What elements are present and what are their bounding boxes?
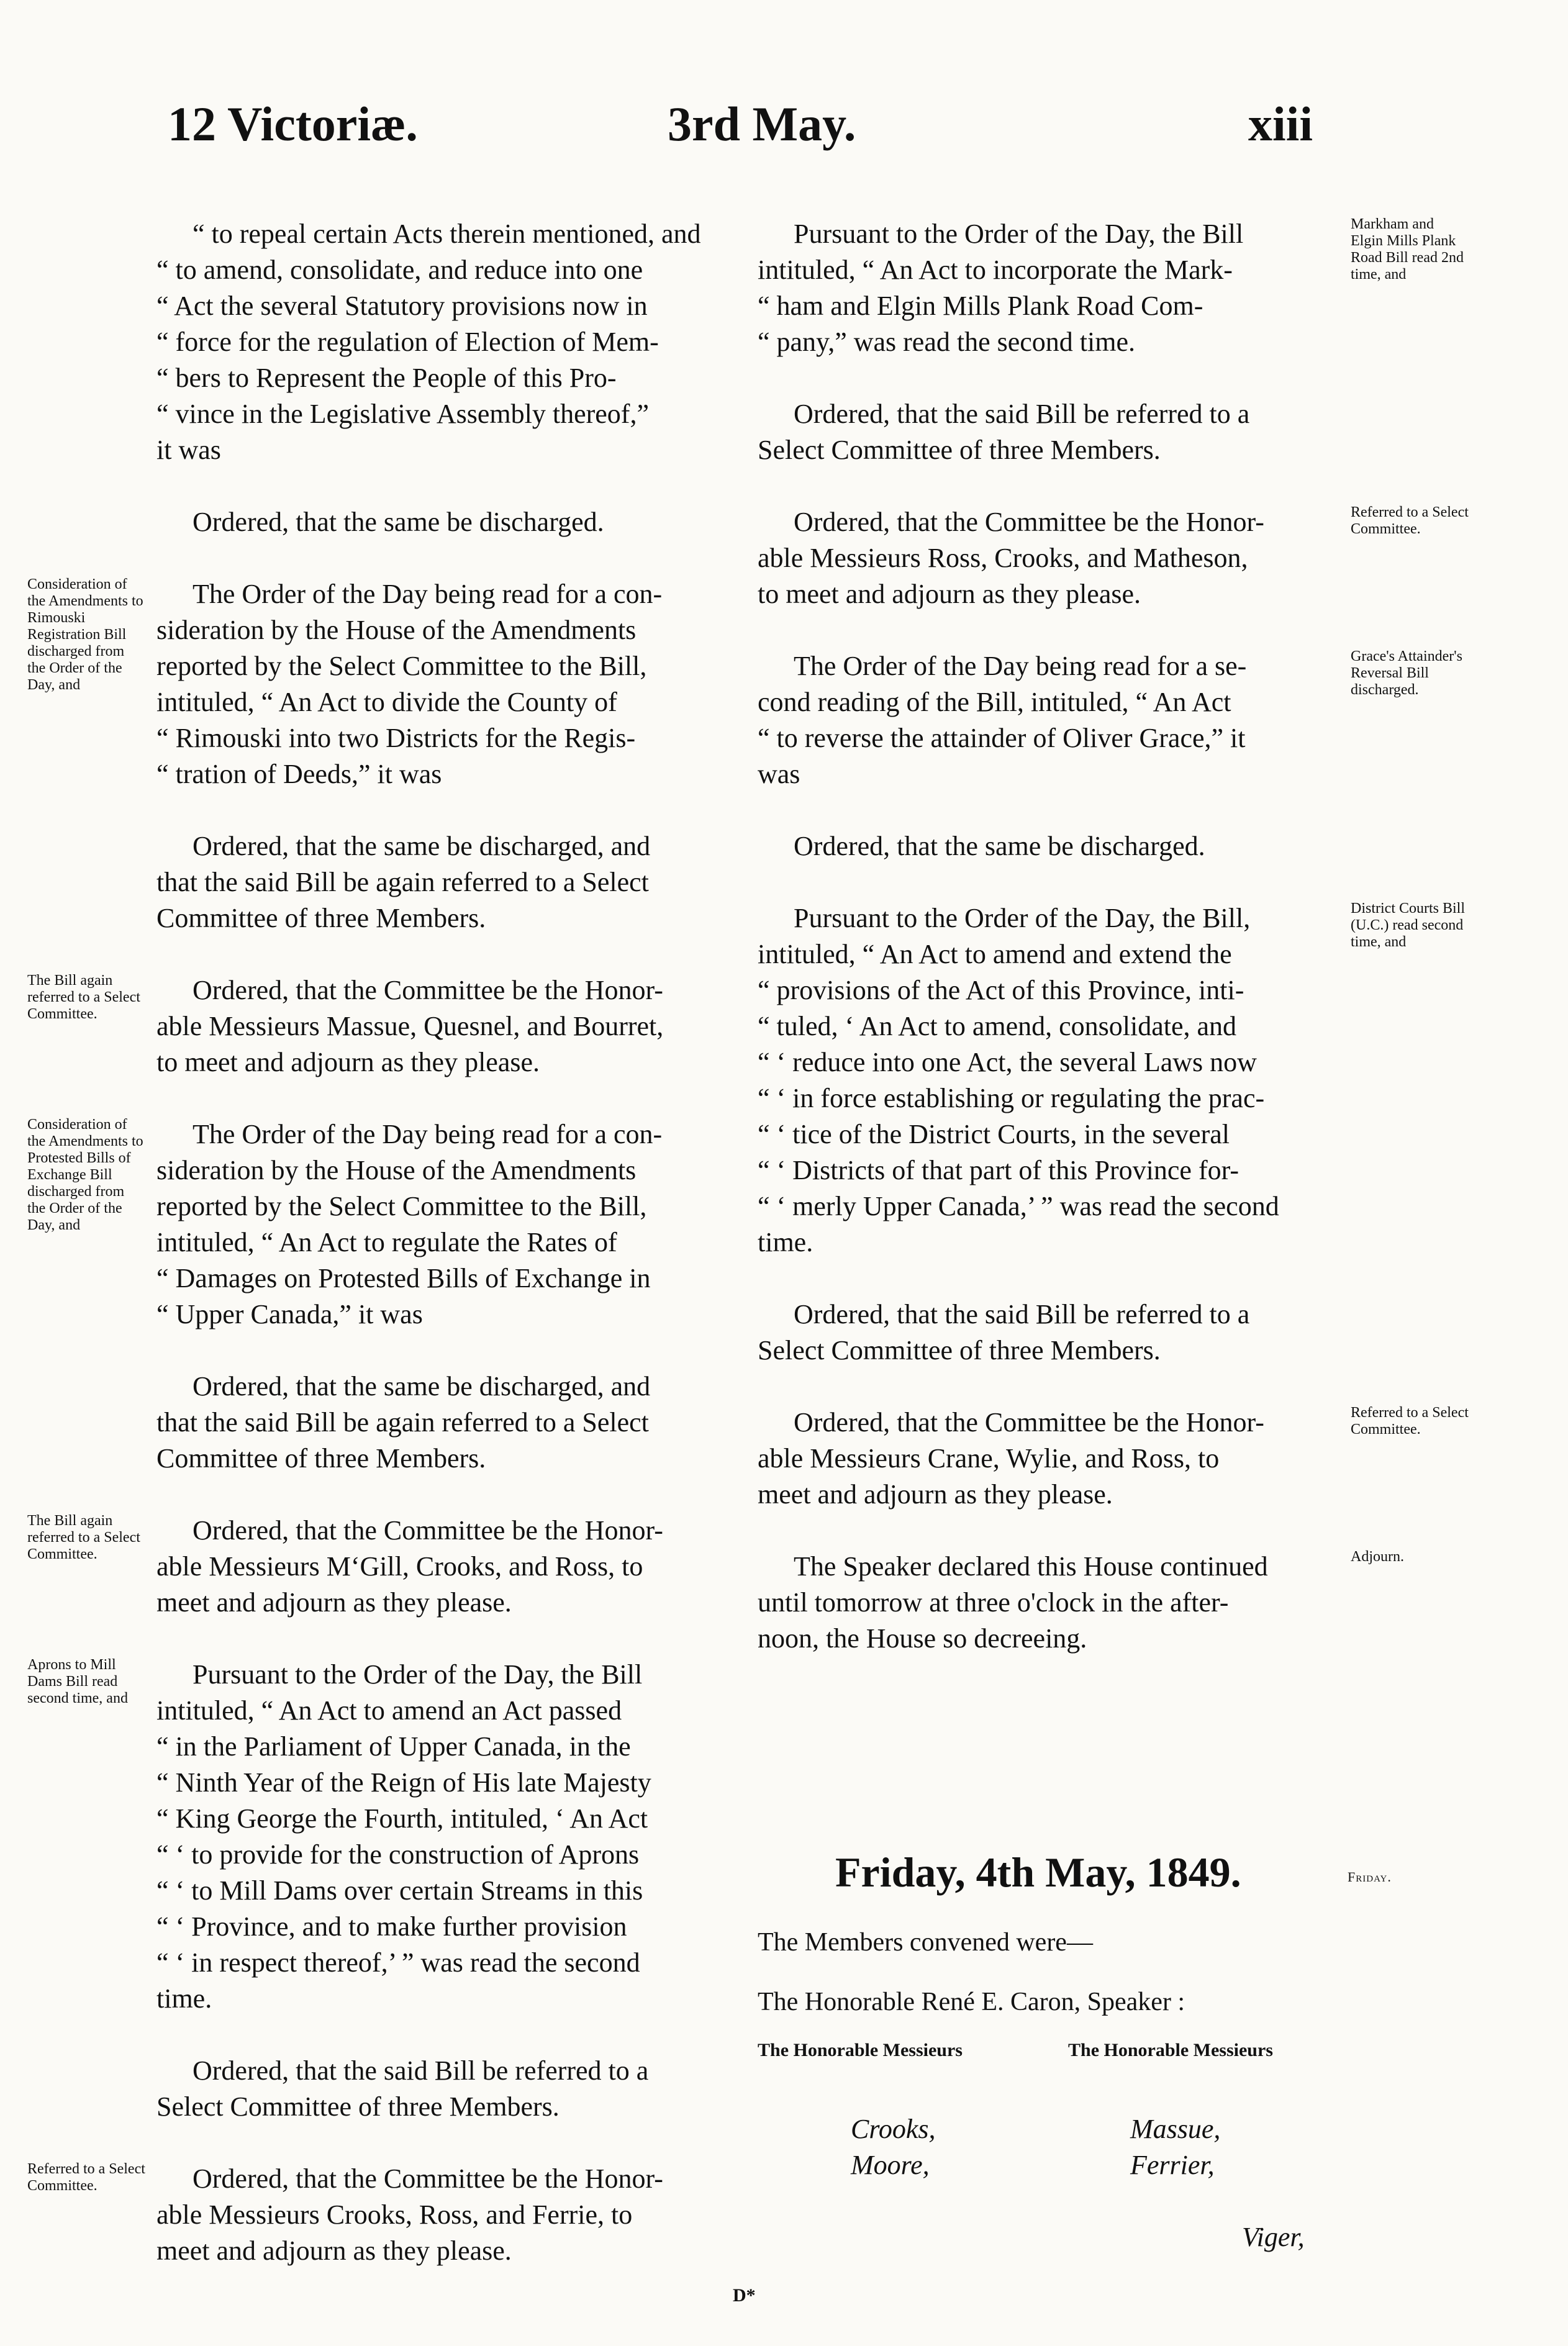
text-line: able Messieurs Massue, Quesnel, and Bourret,	[156, 1011, 664, 1041]
text-line: Ordered, that the Committee be the Honor-	[193, 1515, 663, 1546]
member-names-col2	[1130, 2111, 1305, 2255]
text-line: noon, the House so decreeing.	[758, 1623, 1087, 1654]
text-line: reported by the Select Committee to the Bill,	[156, 1191, 647, 1221]
paragraph	[758, 648, 1462, 792]
paragraph	[27, 2161, 740, 2269]
members-section	[758, 1925, 1341, 2019]
text-line: “ ‘ reduce into one Act, the several Laws now	[758, 1047, 1257, 1077]
paragraph	[27, 576, 740, 792]
text-line: Pursuant to the Order of the Day, the Bill	[794, 219, 1244, 249]
member-heading-1: The Honorable Messieurs	[758, 2040, 963, 2060]
text-line: “ Rimouski into two Districts for the Regis-	[156, 723, 636, 753]
day-margin-note: Friday.	[1348, 1869, 1392, 1885]
text-line: it was	[156, 435, 221, 465]
text-line: “ ‘ in respect thereof,’ ” was read the second	[156, 1947, 640, 1978]
paragraph	[156, 216, 740, 468]
text-line: The Order of the Day being read for a se-	[794, 651, 1247, 681]
text-line: “ ‘ tice of the District Courts, in the several	[758, 1119, 1230, 1149]
text-line: Pursuant to the Order of the Day, the Bill,	[794, 903, 1251, 933]
text-line: “ ‘ Province, and to make further provision	[156, 1911, 627, 1942]
margin-note: Grace's Attainder's Reversal Bill discharged.	[1351, 648, 1462, 698]
text-line: Ordered, that the said Bill be referred to a	[794, 399, 1250, 429]
member-names-col1	[851, 2111, 936, 2183]
text-line: “ ham and Elgin Mills Plank Road Com-	[758, 291, 1203, 321]
text-line: sideration by the House of the Amendments	[156, 615, 637, 645]
text-line: intituled, “ An Act to divide the County of	[156, 687, 617, 717]
text-line: Select Committee of three Members.	[758, 435, 1161, 465]
text-line: intituled, “ An Act to regulate the Rates of	[156, 1227, 617, 1257]
margin-note: Aprons to Mill Dams Bill read second time, and	[27, 1657, 128, 1706]
text-line: Ordered, that the same be discharged.	[794, 831, 1205, 861]
paragraph	[758, 1297, 1341, 1369]
text-line: “ bers to Represent the People of this Pro-	[156, 363, 617, 393]
header-date: 3rd May.	[668, 97, 856, 151]
text-line: meet and adjourn as they please.	[156, 2235, 512, 2266]
convened-line: The Members convened were—	[758, 1928, 1093, 1957]
paragraph	[27, 1116, 740, 1333]
speaker-line: The Honorable René E. Caron, Speaker :	[758, 1988, 1185, 2016]
text-line: was	[758, 759, 800, 789]
text-line: “ in the Parliament of Upper Canada, in the	[156, 1731, 631, 1762]
member-name: Massue,	[1130, 2114, 1221, 2144]
text-line: “ Upper Canada,” it was	[156, 1299, 423, 1329]
text-line: “ vince in the Legislative Assembly thereof,”	[156, 399, 649, 429]
paragraph	[156, 828, 740, 936]
text-line: Select Committee of three Members.	[758, 1335, 1161, 1365]
margin-note: Consideration of the Amendments to Rimouski Registration Bill discharged from the Order of the Day, and	[27, 576, 143, 693]
text-line: able Messieurs M‘Gill, Crooks, and Ross, to	[156, 1551, 643, 1582]
paragraph	[27, 1513, 740, 1621]
text-line: “ ‘ to Mill Dams over certain Streams in this	[156, 1875, 643, 1906]
paragraph	[758, 1405, 1469, 1513]
margin-note: The Bill again referred to a Select Committee.	[27, 1513, 140, 1562]
text-line: “ King George the Fourth, intituled, ‘ An Act	[156, 1803, 648, 1834]
margin-note: Adjourn.	[1351, 1549, 1404, 1565]
text-line: The Speaker declared this House continued	[794, 1551, 1268, 1582]
paragraph	[758, 216, 1464, 360]
paragraph	[156, 1369, 740, 1477]
text-line: Ordered, that the Committee be the Honor-	[794, 1407, 1264, 1438]
text-line: Ordered, that the same be discharged, and	[193, 831, 651, 861]
member-heading-2: The Honorable Messieurs	[1068, 2040, 1273, 2060]
margin-note: Referred to a Select Committee.	[27, 2161, 145, 2194]
margin-note: Consideration of the Amendments to Protested Bills of Exchange Bill discharged from the Order of the Day, and	[27, 1116, 143, 1233]
text-line: able Messieurs Crooks, Ross, and Ferrie, to	[156, 2199, 633, 2230]
text-line: that the said Bill be again referred to a Select	[156, 1407, 649, 1438]
text-line: meet and adjourn as they please.	[156, 1587, 512, 1618]
text-line: sideration by the House of the Amendments	[156, 1155, 637, 1185]
text-line: Ordered, that the Committee be the Honor-	[193, 2163, 663, 2194]
text-line: “ pany,” was read the second time.	[758, 327, 1136, 357]
text-line: time.	[758, 1227, 813, 1257]
text-line: able Messieurs Crane, Wylie, and Ross, to	[758, 1443, 1220, 1474]
text-line: Select Committee of three Members.	[156, 2091, 560, 2122]
text-line: The Order of the Day being read for a con-	[193, 579, 663, 609]
text-line: Ordered, that the said Bill be referred to a	[794, 1299, 1250, 1329]
text-line: “ ‘ to provide for the construction of Aprons	[156, 1839, 640, 1870]
margin-note: Referred to a Select Committee.	[1351, 1405, 1469, 1438]
text-line: able Messieurs Ross, Crooks, and Matheson,	[758, 543, 1248, 573]
member-name: Crooks,	[851, 2114, 936, 2144]
folio-signature: D*	[733, 2285, 756, 2306]
paragraph	[758, 1549, 1404, 1657]
text-line: “ Act the several Statutory provisions now in	[156, 291, 648, 321]
paragraph	[156, 2053, 740, 2125]
text-line: intituled, “ An Act to amend and extend the	[758, 939, 1232, 969]
text-line: “ Ninth Year of the Reign of His late Majesty	[156, 1767, 651, 1798]
text-line: Committee of three Members.	[156, 1443, 486, 1474]
header-session: 12 Victoriæ.	[168, 97, 418, 151]
text-line: “ to amend, consolidate, and reduce into one	[156, 255, 643, 285]
text-line: The Order of the Day being read for a con-	[193, 1119, 663, 1149]
text-line: until tomorrow at three o'clock in the after-	[758, 1587, 1229, 1618]
text-line: cond reading of the Bill, intituled, “ An Act	[758, 687, 1231, 717]
paragraph	[156, 504, 740, 540]
text-line: “ ‘ in force establishing or regulating the prac-	[758, 1083, 1265, 1113]
text-line: “ tuled, ‘ An Act to amend, consolidate, and	[758, 1011, 1237, 1041]
text-line: “ to repeal certain Acts therein mentioned, and	[193, 219, 701, 249]
text-line: time.	[156, 1983, 212, 2014]
member-name: Moore,	[851, 2150, 930, 2180]
paragraph	[27, 1657, 740, 2017]
text-line: “ force for the regulation of Election of Mem-	[156, 327, 659, 357]
margin-note: Referred to a Select Committee.	[1351, 504, 1469, 537]
paragraph	[758, 504, 1469, 612]
text-line: that the said Bill be again referred to a Select	[156, 867, 649, 897]
paragraph	[758, 900, 1466, 1261]
right-column	[758, 216, 1469, 1657]
text-line: “ ‘ merly Upper Canada,’ ” was read the second	[758, 1191, 1279, 1221]
paragraph	[27, 972, 740, 1080]
paragraph	[758, 396, 1341, 468]
margin-note: The Bill again referred to a Select Committee.	[27, 972, 140, 1022]
text-line: Ordered, that the same be discharged, and	[193, 1371, 651, 1402]
text-line: to meet and adjourn as they please.	[758, 579, 1141, 609]
header-page-number: xiii	[1248, 97, 1313, 151]
text-line: “ to reverse the attainder of Oliver Grace,” it	[758, 723, 1246, 753]
text-line: Ordered, that the Committee be the Honor-	[794, 507, 1264, 537]
text-line: Ordered, that the Committee be the Honor-	[193, 975, 663, 1005]
page-header	[0, 93, 1568, 168]
text-line: Pursuant to the Order of the Day, the Bill	[193, 1659, 643, 1690]
text-line: intituled, “ An Act to amend an Act passed	[156, 1695, 622, 1726]
text-line: reported by the Select Committee to the Bill,	[156, 651, 647, 681]
text-line: “ Damages on Protested Bills of Exchange in	[156, 1263, 651, 1293]
left-column	[27, 216, 740, 2269]
margin-note: Markham and Elgin Mills Plank Road Bill read 2nd time, and	[1351, 216, 1464, 283]
paragraph	[758, 828, 1341, 864]
text-line: “ ‘ Districts of that part of this Province for-	[758, 1155, 1239, 1185]
text-line: “ provisions of the Act of this Province, inti-	[758, 975, 1244, 1005]
text-line: Committee of three Members.	[156, 903, 486, 933]
member-name: Viger,	[1242, 2222, 1305, 2252]
text-line: to meet and adjourn as they please.	[156, 1047, 540, 1077]
text-line: Ordered, that the same be discharged.	[193, 507, 604, 537]
margin-note: District Courts Bill (U.C.) read second time, and	[1351, 900, 1466, 950]
text-line: “ tration of Deeds,” it was	[156, 759, 442, 789]
text-line: intituled, “ An Act to incorporate the Mark-	[758, 255, 1233, 285]
text-line: meet and adjourn as they please.	[758, 1479, 1113, 1510]
member-name: Ferrier,	[1130, 2150, 1215, 2180]
text-line: Ordered, that the said Bill be referred to a	[193, 2055, 649, 2086]
day-heading: Friday, 4th May, 1849.	[835, 1849, 1241, 1896]
